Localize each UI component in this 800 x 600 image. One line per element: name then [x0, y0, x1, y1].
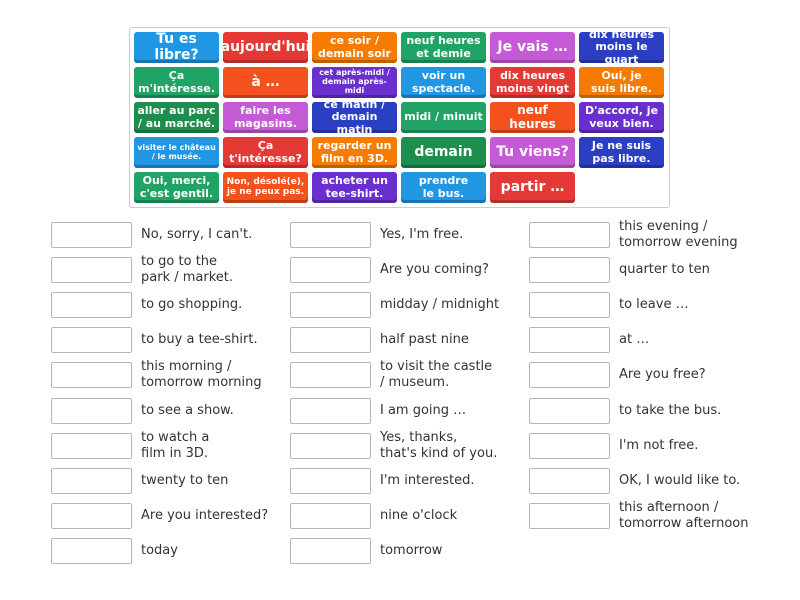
- drop-zone[interactable]: [51, 398, 132, 424]
- answer-tile[interactable]: D'accord, je veux bien.: [579, 102, 664, 133]
- drop-zone[interactable]: [290, 327, 371, 353]
- prompt-label: I'm interested.: [380, 473, 475, 488]
- drop-zone[interactable]: [51, 257, 132, 283]
- drop-zone[interactable]: [529, 292, 610, 318]
- answer-tile[interactable]: prendre le bus.: [401, 172, 486, 203]
- answer-tile[interactable]: Je vais …: [490, 32, 575, 63]
- drop-zone[interactable]: [290, 222, 371, 248]
- answer-tile[interactable]: à …: [223, 67, 308, 98]
- prompt-label: to visit the castle / museum.: [380, 359, 493, 390]
- answer-tile[interactable]: Tu viens?: [490, 137, 575, 168]
- drop-zone[interactable]: [290, 433, 371, 459]
- answer-tile[interactable]: demain: [401, 137, 486, 168]
- answer-tile[interactable]: Tu es libre?: [134, 32, 219, 63]
- prompt-label: quarter to ten: [619, 262, 710, 277]
- drop-zone[interactable]: [529, 433, 610, 459]
- drop-zone[interactable]: [51, 503, 132, 529]
- drop-zone[interactable]: [51, 538, 132, 564]
- drop-zone[interactable]: [51, 362, 132, 388]
- answer-tile[interactable]: aujourd'hui: [223, 32, 308, 63]
- answer-tile[interactable]: voir un spectacle.: [401, 67, 486, 98]
- drop-zone[interactable]: [51, 468, 132, 494]
- answer-tile[interactable]: Oui, merci, c'est gentil.: [134, 172, 219, 203]
- prompt-label: half past nine: [380, 332, 469, 347]
- drop-zone[interactable]: [290, 257, 371, 283]
- answer-tile[interactable]: Je ne suis pas libre.: [579, 137, 664, 168]
- drop-zone[interactable]: [51, 327, 132, 353]
- drop-zone[interactable]: [51, 222, 132, 248]
- prompt-label: OK, I would like to.: [619, 473, 741, 488]
- prompt-label: nine o'clock: [380, 508, 458, 523]
- prompt-label: to take the bus.: [619, 403, 722, 418]
- answer-tile[interactable]: visiter le château / le musée.: [134, 137, 219, 168]
- answer-tile[interactable]: neuf heures: [490, 102, 575, 133]
- prompt-label: to leave …: [619, 297, 689, 312]
- drop-zone[interactable]: [529, 257, 610, 283]
- prompt-label: to go to the park / market.: [141, 254, 234, 285]
- answer-tile[interactable]: Ça m'intéresse.: [134, 67, 219, 98]
- tile-bank: [129, 27, 670, 208]
- drop-zone[interactable]: [290, 468, 371, 494]
- drop-zone[interactable]: [529, 327, 610, 353]
- prompt-label: this afternoon / tomorrow afternoon: [619, 500, 749, 531]
- drop-zone[interactable]: [290, 398, 371, 424]
- drop-zone[interactable]: [51, 292, 132, 318]
- prompt-label: to go shopping.: [141, 297, 243, 312]
- answer-tile[interactable]: cet après-midi / demain après-midi: [312, 67, 397, 98]
- prompt-label: to buy a tee-shirt.: [141, 332, 258, 347]
- prompt-label: Yes, I'm free.: [380, 227, 464, 242]
- answer-tile[interactable]: aller au parc / au marché.: [134, 102, 219, 133]
- answer-tile[interactable]: neuf heures et demie: [401, 32, 486, 63]
- answer-tile[interactable]: Non, désolé(e), je ne peux pas.: [223, 172, 308, 203]
- prompt-label: this evening / tomorrow evening: [619, 219, 738, 250]
- prompt-label: Yes, thanks, that's kind of you.: [380, 430, 498, 461]
- prompt-label: twenty to ten: [141, 473, 229, 488]
- answer-tile[interactable]: ce matin / demain matin: [312, 102, 397, 133]
- prompt-label: I am going …: [380, 403, 467, 418]
- prompt-label: Are you free?: [619, 367, 706, 382]
- drop-zone[interactable]: [290, 292, 371, 318]
- answer-tile[interactable]: regarder un film en 3D.: [312, 137, 397, 168]
- prompt-label: midday / midnight: [380, 297, 500, 312]
- answer-tile[interactable]: midi / minuit: [401, 102, 486, 133]
- drop-zone[interactable]: [290, 538, 371, 564]
- drop-zone[interactable]: [290, 362, 371, 388]
- answer-tile[interactable]: dix heures moins le quart: [579, 32, 664, 63]
- prompt-label: tomorrow: [380, 543, 443, 558]
- answer-tile[interactable]: acheter un tee-shirt.: [312, 172, 397, 203]
- drop-zone[interactable]: [529, 398, 610, 424]
- drop-zone[interactable]: [529, 362, 610, 388]
- prompt-label: at …: [619, 332, 650, 347]
- answer-tile[interactable]: dix heures moins vingt: [490, 67, 575, 98]
- prompt-label: today: [141, 543, 178, 558]
- answer-tile[interactable]: partir …: [490, 172, 575, 203]
- prompt-label: No, sorry, I can't.: [141, 227, 253, 242]
- answer-tile[interactable]: Ça t'intéresse?: [223, 137, 308, 168]
- drop-zone[interactable]: [290, 503, 371, 529]
- drop-zone[interactable]: [529, 503, 610, 529]
- prompt-label: this morning / tomorrow morning: [141, 359, 262, 390]
- drop-zone[interactable]: [529, 222, 610, 248]
- prompt-label: Are you coming?: [380, 262, 489, 277]
- prompt-label: Are you interested?: [141, 508, 269, 523]
- prompt-label: I'm not free.: [619, 438, 699, 453]
- answer-tile[interactable]: ce soir / demain soir: [312, 32, 397, 63]
- prompt-label: to see a show.: [141, 403, 234, 418]
- prompt-label: to watch a film in 3D.: [141, 430, 210, 461]
- answer-tile[interactable]: Oui, je suis libre.: [579, 67, 664, 98]
- drop-zone[interactable]: [529, 468, 610, 494]
- drop-zone[interactable]: [51, 433, 132, 459]
- answer-tile[interactable]: faire les magasins.: [223, 102, 308, 133]
